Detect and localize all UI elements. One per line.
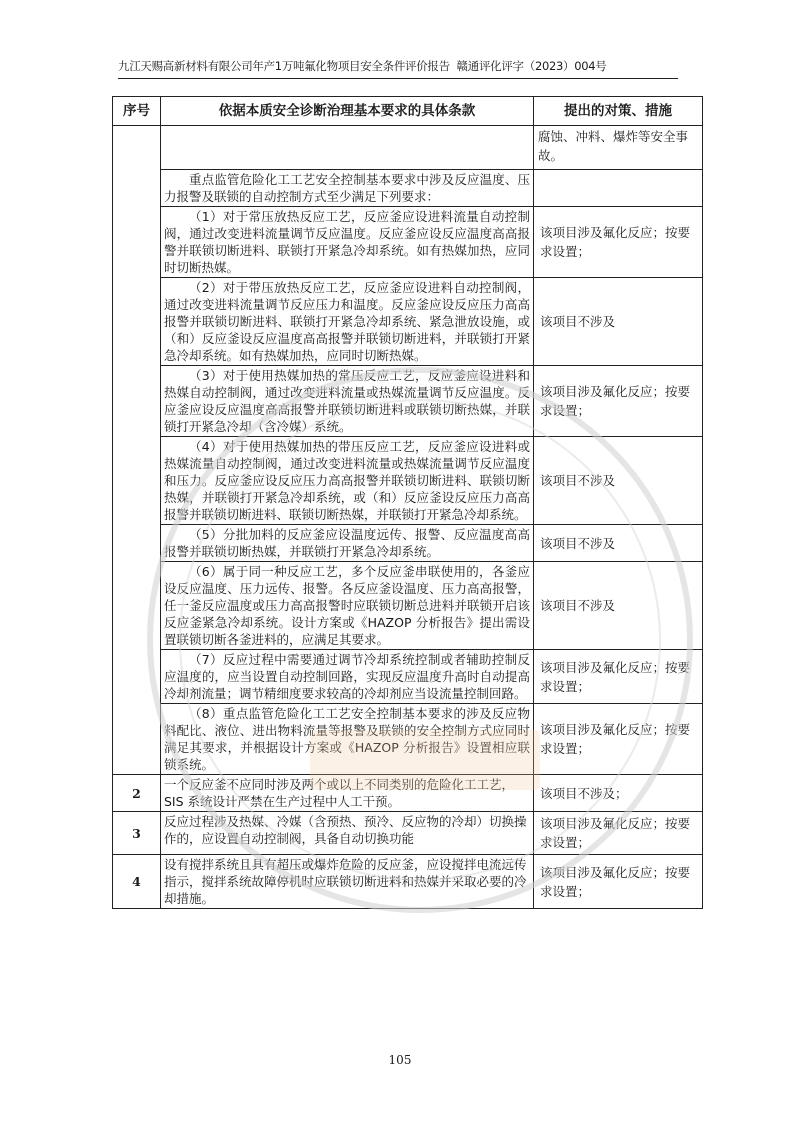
requirements-table [112,96,703,909]
measure-cell: 该项目不涉及 [534,562,703,650]
clause-cell: （4）对于使用热媒加热的带压反应工艺，反应釜应设进料或热媒流量自动控制阀，通过改变进料流量或热媒流量调节反应温度和压力。反应釜应设反应压力高高报警并联锁切断进料、联锁切断热媒，并联锁打开紧急冷却系统，或（和）反应釜设反应压力高高报警并联锁切断进料、联锁切断热媒，并联锁打开紧急冷却系统。 [161,437,534,525]
measure-cell: 该项目涉及氟化反应；按要求设置； [534,207,703,278]
measure-cell [534,170,703,207]
clause-cell: （2）对于带压放热反应工艺，反应釜应设进料自动控制阀，通过改变进料流量调节反应压力和温度。反应釜应设反应压力高高报警并联锁切断进料、联锁打开紧急冷却系统、紧急泄放设施，或（和）反应釜设反应温度高高报警并联锁切断进料，并联锁打开紧急冷却系统。如有热媒加热，应同时切断热媒。 [161,278,534,366]
header-title: 九江天赐高新材料有限公司年产1万吨氟化物项目安全条件评价报告 [118,59,450,73]
table-row [113,704,703,775]
table-row [113,855,703,909]
clause-cell: 设有搅拌系统且具有超压或爆炸危险的反应釜，应设搅拌电流远传指示，搅拌系统故障停机时应联锁切断进料和热媒并采取必要的冷却措施。 [161,855,534,909]
measure-cell: 该项目不涉及 [534,525,703,562]
row-number: 3 [113,812,161,855]
header-rule [118,78,678,79]
measure-cell: 该项目不涉及 [534,437,703,525]
clause-cell: （5）分批加料的反应釜应设温度远传、报警、反应温度高高报警并联锁切断热媒，并联锁打开紧急冷却系统。 [161,525,534,562]
clause-cell [161,126,534,170]
table-row [113,170,703,207]
row-number [113,126,161,775]
table-header-row [113,97,703,126]
measure-cell: 该项目涉及氟化反应；按要求设置； [534,650,703,704]
table-row [113,126,703,170]
clause-cell: 一个反应釜不应同时涉及两个或以上不同类别的危险化工工艺，SIS 系统设计严禁在生产过程中人工干预。 [161,775,534,812]
table-row [113,775,703,812]
measure-cell: 该项目不涉及 [534,278,703,366]
page-number: 105 [388,1053,412,1067]
table-row [113,525,703,562]
clause-cell: （6）属于同一种反应工艺，多个反应釜串联使用的，各釜应设反应温度、压力远传、报警。各反应釜设温度、压力高高报警，任一釜反应温度或压力高高报警时应联锁切断总进料并联锁开启该反应釜紧急冷却系统。设计方案或《HAZOP 分析报告》提出需设置联锁切断各釜进料的，应满足其要求。 [161,562,534,650]
clause-cell: （8）重点监管危险化工工艺安全控制基本要求的涉及反应物料配比、液位、进出物料流量等报警及联锁的安全控制方式应同时满足其要求，并根据设计方案或《HAZOP 分析报告》设置相应联锁系统。 [161,704,534,775]
clause-cell: 反应过程涉及热媒、冷媒（含预热、预冷、反应物的冷却）切换操作的，应设置自动控制阀，具备自动切换功能 [161,812,534,855]
header-report-no: 赣通评化评字（2023）004号 [456,59,607,73]
measure-cell: 该项目涉及氟化反应；按要求设置； [534,366,703,437]
clause-cell: （1）对于常压放热反应工艺，反应釜应设进料流量自动控制阀，通过改变进料流量调节反应温度。反应釜应设反应温度高高报警并联锁切断进料、联锁打开紧急冷却系统。如有热媒加热，应同时切断热媒。 [161,207,534,278]
header-col-number: 序号 [113,97,161,126]
clause-cell: 重点监管危险化工工艺安全控制基本要求中涉及反应温度、压力报警及联锁的自动控制方式至少满足下列要求： [161,170,534,207]
table-row [113,437,703,525]
clause-cell: （7）反应过程中需要通过调节冷却系统控制或者辅助控制反应温度的，应当设置自动控制回路，实现反应温度升高时自动提高冷却剂流量；调节精细度要求较高的冷却剂应当设流量控制回路。 [161,650,534,704]
header-col-clause: 依据本质安全诊断治理基本要求的具体条款 [161,97,534,126]
measure-cell: 该项目涉及氟化反应；按要求设置； [534,855,703,909]
table-row [113,562,703,650]
table-row [113,207,703,278]
row-number: 4 [113,855,161,909]
measure-cell: 该项目涉及氟化反应；按要求设置； [534,812,703,855]
row-number: 2 [113,775,161,812]
table-row [113,278,703,366]
table-row [113,650,703,704]
page-header [118,58,678,74]
table-row [113,366,703,437]
measure-cell: 该项目涉及氟化反应；按要求设置； [534,704,703,775]
measure-cell: 腐蚀、冲料、爆炸等安全事故。 [534,126,703,170]
header-col-measure: 提出的对策、措施 [534,97,703,126]
table-row [113,812,703,855]
clause-cell: （3）对于使用热媒加热的常压反应工艺，反应釜应设进料和热媒自动控制阀，通过改变进料流量或热媒流量调节反应温度。反应釜应设反应温度高高报警并联锁切断进料或联锁切断热媒，并联锁打开紧急冷却（含冷媒）系统。 [161,366,534,437]
measure-cell: 该项目不涉及； [534,775,703,812]
